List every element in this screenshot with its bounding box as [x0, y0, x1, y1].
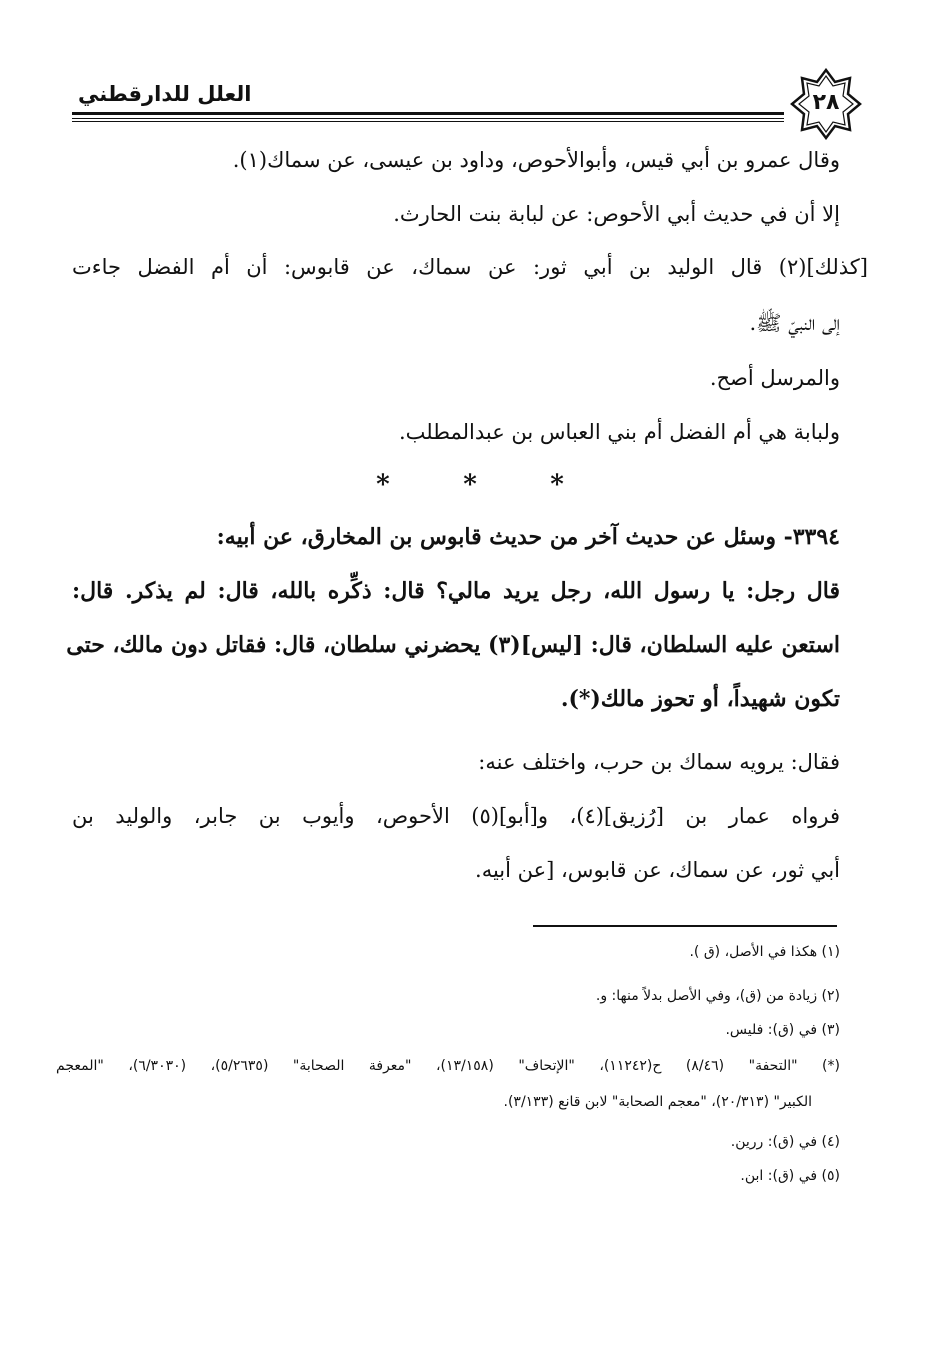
text-line-3: [كذلك](٢) قال الوليد بن أبي ثور: عن سماك، عن قابوس: أن أم الفضل جاءت	[72, 255, 868, 279]
running-header-title: العلل للدارقطني	[78, 82, 252, 106]
text-line-4: إلى النبيّ ﷺ.	[749, 311, 840, 335]
star-2: *	[463, 470, 477, 500]
star-3: *	[550, 470, 564, 500]
footnote-2: (٢) زيادة من (ق)، وفي الأصل بدلاً منها: و.	[595, 988, 840, 1004]
footnote-3: (٣) في (ق): فليس.	[725, 1022, 840, 1038]
text-line-6: ولبابة هي أم الفضل أم بني العباس بن عبدالمطلب.	[399, 420, 840, 444]
header-rule-thin	[72, 118, 784, 119]
header-rule-thin-2	[72, 121, 784, 122]
question-line-1: ٣٣٩٤- وسئل عن حديث آخر من حديث قابوس بن المخارق، عن أبيه:	[216, 524, 840, 550]
text-line-1: وقال عمرو بن أبي قيس، وأبوالأحوص، وداود بن عيسى، عن سماك(١).	[232, 148, 840, 172]
star-1: *	[376, 470, 390, 500]
footnote-separator	[533, 925, 837, 927]
page-number-badge	[790, 68, 862, 140]
question-line-4: تكون شهيداً، أو تحوز مالك(*).	[560, 686, 840, 712]
footnote-takhrij-line-1: (*) "التحفة" (٨/٤٦) ح(١١٢٤٢)، "الإتحاف" (١٣/١٥٨)، "معرفة الصحابة" (٥/٢٦٣٥)، (٦/٣٠٣٠)، "المعجم	[56, 1058, 840, 1074]
question-line-3: استعن عليه السلطان، قال: [ليس](٣) يحضرني سلطان، قال: فقاتل دون مالك، حتى	[66, 632, 840, 658]
footnote-1: (١) هكذا في الأصل، (ق ).	[689, 944, 840, 960]
answer-line-2: فرواه عمار بن [رُزيق](٤)، و[أبو](٥) الأحوص، وأيوب بن جابر، والوليد بن	[72, 804, 840, 828]
footnote-takhrij-line-2: الكبير" (٢٠/٣١٣)، "معجم الصحابة" لابن قانع (٣/١٣٣).	[503, 1094, 812, 1110]
footnote-4: (٤) في (ق): ررين.	[730, 1134, 840, 1150]
header-rule-thick	[72, 112, 784, 115]
question-line-2: قال رجل: يا رسول الله، رجل يريد مالي؟ قال: ذكِّره بالله، قال: لم يذكر. قال:	[72, 578, 840, 604]
text-line-5: والمرسل أصح.	[709, 366, 840, 390]
answer-line-1: فقال: يرويه سماك بن حرب، واختلف عنه:	[478, 750, 840, 774]
footnote-5: (٥) في (ق): ابن.	[740, 1168, 840, 1184]
answer-line-3: أبي ثور، عن سماك، عن قابوس، [عن أبيه.	[475, 858, 840, 882]
section-separator-stars	[0, 470, 940, 500]
page-number: ٢٨	[812, 90, 840, 115]
text-line-2: إلا أن في حديث أبي الأحوص: عن لبابة بنت الحارث.	[393, 202, 840, 226]
